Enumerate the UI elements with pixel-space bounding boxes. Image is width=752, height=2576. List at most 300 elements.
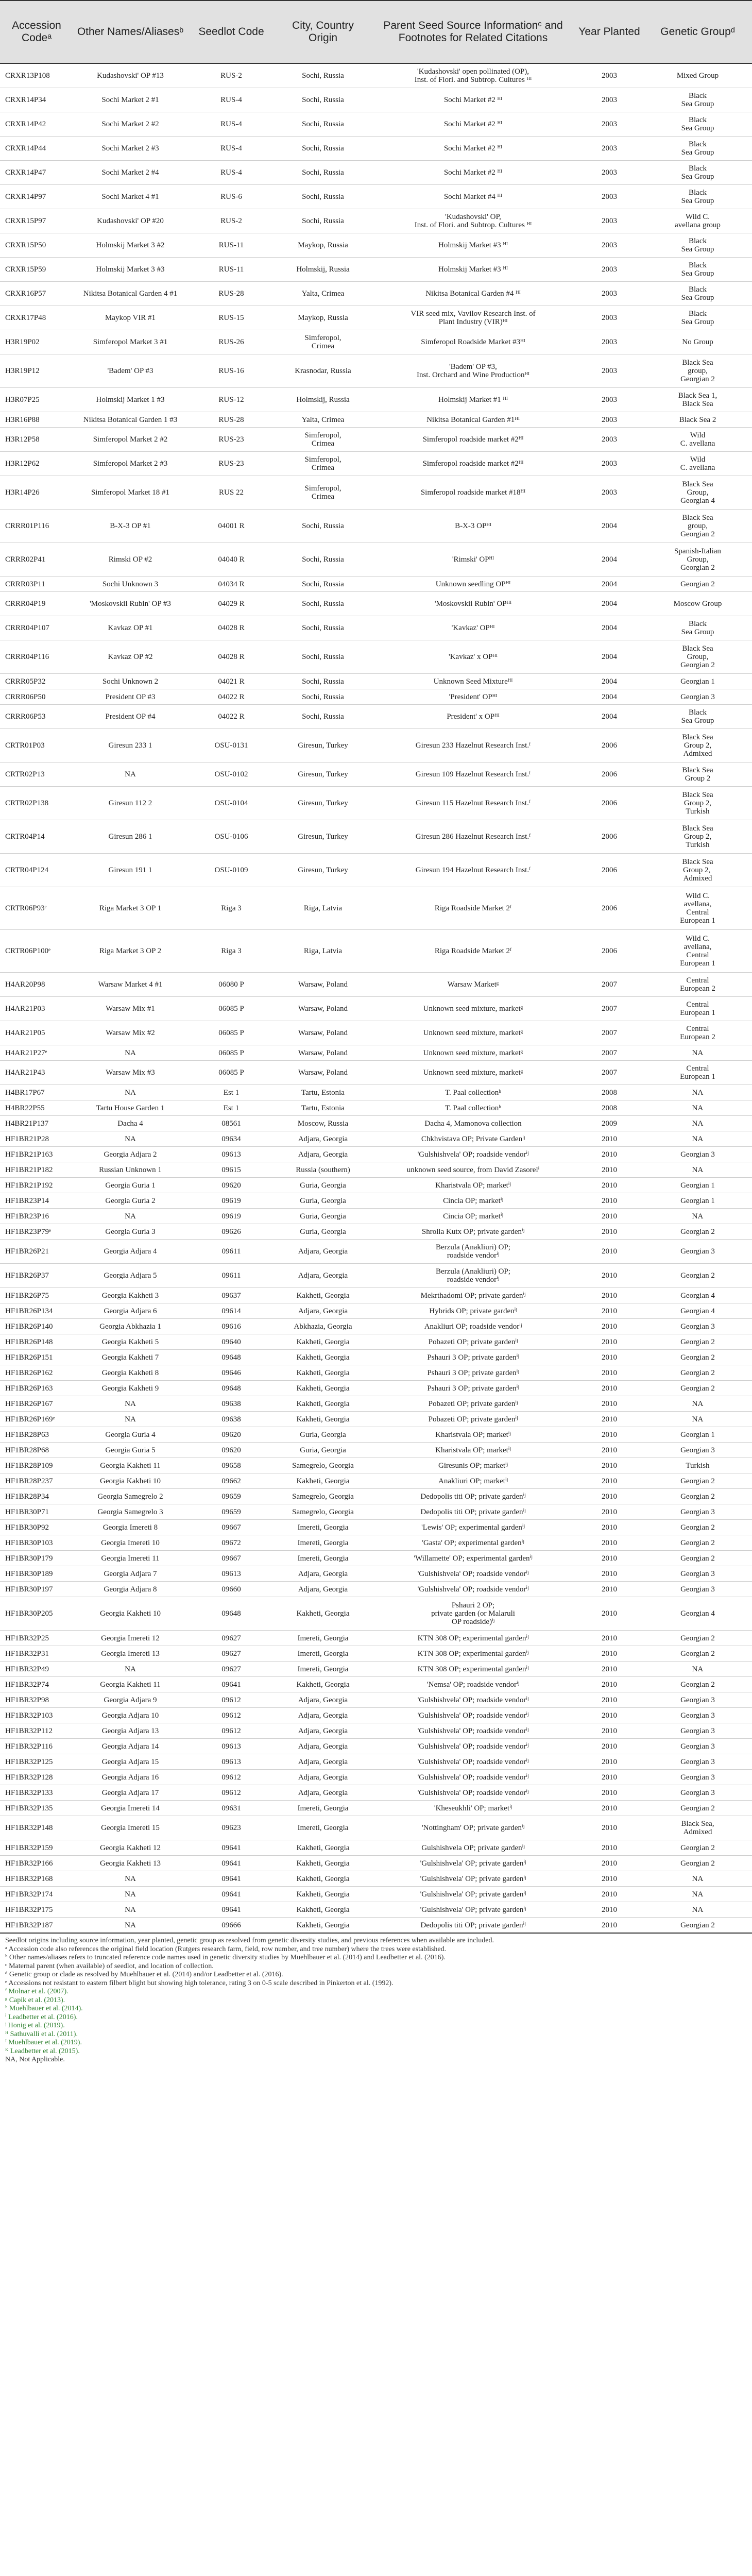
city-origin-cell: Moscow, Russia <box>275 1116 371 1131</box>
accession-code-cell: H4AR21P27ᵉ <box>0 1045 73 1061</box>
header-genetic-group: Genetic Groupᵈ <box>643 1 752 63</box>
other-names-cell: Georgia Guria 5 <box>73 1443 187 1458</box>
other-names-cell: Giresun 191 1 <box>73 854 187 887</box>
parent-seed-source-cell: 'Kavkaz' x OPᴴᴵ <box>371 640 575 674</box>
accession-code-cell: HF1BR26P75 <box>0 1288 73 1303</box>
year-planted-cell: 2003 <box>575 354 643 388</box>
other-names-cell: 'Moskovskii Rubin' OP #3 <box>73 592 187 616</box>
city-origin-cell: Kakheti, Georgia <box>275 1396 371 1412</box>
other-names-cell: NA <box>73 1396 187 1412</box>
city-origin-cell: Holmskij, Russia <box>275 258 371 282</box>
city-origin-cell: Kakheti, Georgia <box>275 1677 371 1692</box>
city-origin-cell: Giresun, Turkey <box>275 787 371 820</box>
seedlot-code-cell: 04001 R <box>187 510 275 543</box>
accession-code-cell: H4BR21P137 <box>0 1116 73 1131</box>
parent-seed-source-cell: KTN 308 OP; experimental gardenⁱʲ <box>371 1631 575 1646</box>
city-origin-cell: Imereti, Georgia <box>275 1816 371 1840</box>
other-names-cell: Nikitsa Botanical Garden 1 #3 <box>73 412 187 428</box>
city-origin-cell: Imereti, Georgia <box>275 1631 371 1646</box>
table-row <box>0 1840 752 1856</box>
genetic-group-cell: Georgian 2 <box>643 1264 752 1288</box>
parent-seed-source-cell: Holmskij Market #3 ᴴᴵ <box>371 233 575 258</box>
city-origin-cell: Sochi, Russia <box>275 185 371 209</box>
other-names-cell: Kavkaz OP #2 <box>73 640 187 674</box>
seedlot-code-cell: 09658 <box>187 1458 275 1473</box>
table-row <box>0 689 752 705</box>
genetic-group-cell: Central European 2 <box>643 973 752 997</box>
city-origin-cell: Imereti, Georgia <box>275 1520 371 1535</box>
year-planted-cell: 2003 <box>575 282 643 306</box>
city-origin-cell: Adjara, Georgia <box>275 1147 371 1162</box>
other-names-cell: President OP #4 <box>73 705 187 729</box>
accession-code-cell: HF1BR26P163 <box>0 1381 73 1396</box>
header-other-names: Other Names/Aliasesᵇ <box>73 1 187 63</box>
genetic-group-cell: NA <box>643 1871 752 1887</box>
parent-seed-source-cell: Mekrthadomi OP; private gardenⁱʲ <box>371 1288 575 1303</box>
parent-seed-source-cell: Cincia OP; marketⁱʲ <box>371 1209 575 1224</box>
genetic-group-cell: Wild C. avellana <box>643 452 752 476</box>
seedlot-code-cell: 04029 R <box>187 592 275 616</box>
table-row <box>0 1085 752 1100</box>
table-row <box>0 1535 752 1551</box>
genetic-group-cell: Black Sea Group 2, ⁠⁠ Admixed <box>643 854 752 887</box>
city-origin-cell: Abkhazia, Georgia <box>275 1319 371 1334</box>
table-row <box>0 1319 752 1334</box>
genetic-group-cell: Georgian 1 <box>643 1193 752 1209</box>
parent-seed-source-cell: KTN 308 OP; experimental gardenⁱʲ <box>371 1662 575 1677</box>
genetic-group-cell: Georgian 2 <box>643 1489 752 1504</box>
city-origin-cell: Adjara, Georgia <box>275 1723 371 1739</box>
other-names-cell: Georgia Kakheti 11 <box>73 1677 187 1692</box>
city-origin-cell: Sochi, Russia <box>275 137 371 161</box>
accession-code-cell: HF1BR30P103 <box>0 1535 73 1551</box>
other-names-cell: Kudashovski' OP #20 <box>73 209 187 233</box>
table-row <box>0 1381 752 1396</box>
city-origin-cell: Sochi, Russia <box>275 63 371 88</box>
accession-code-cell: H3R19P02 <box>0 330 73 354</box>
accession-code-cell: HF1BR26P134 <box>0 1303 73 1319</box>
parent-seed-source-cell: Giresun 194 Hazelnut Research Inst.ᶠ <box>371 854 575 887</box>
seedlot-code-cell: 09641 <box>187 1871 275 1887</box>
other-names-cell: Georgia Imereti 13 <box>73 1646 187 1662</box>
table-row <box>0 1412 752 1427</box>
genetic-group-cell: NA <box>643 1116 752 1131</box>
parent-seed-source-cell: Simferopol Roadside Market #3ᴴᴵ <box>371 330 575 354</box>
genetic-group-cell: Georgian 2 <box>643 1224 752 1240</box>
table-row <box>0 973 752 997</box>
seedlot-code-cell: 09613 <box>187 1754 275 1770</box>
other-names-cell: Sochi Market 2 #2 <box>73 112 187 137</box>
seedlot-code-cell: OSU-0⁠106 <box>187 820 275 854</box>
accession-code-cell: HF1BR28P34 <box>0 1489 73 1504</box>
accession-code-cell: CRRR04P116 <box>0 640 73 674</box>
city-origin-cell: Giresun, Turkey <box>275 729 371 762</box>
table-footnotes <box>0 1934 752 2064</box>
parent-seed-source-cell: Kharistvala OP; marketⁱʲ <box>371 1427 575 1443</box>
year-planted-cell: 2010 <box>575 1381 643 1396</box>
footnote: ʲ Honig et al. (2019). <box>5 2022 65 2029</box>
seedlot-code-cell: 09612 <box>187 1770 275 1785</box>
seedlot-code-cell: 09648 <box>187 1381 275 1396</box>
city-origin-cell: Simferopol, Crimea <box>275 452 371 476</box>
other-names-cell: Sochi Market 2 #4 <box>73 161 187 185</box>
accession-code-cell: HF1BR32P133 <box>0 1785 73 1801</box>
year-planted-cell: 2006 <box>575 762 643 787</box>
parent-seed-source-cell: KTN 308 OP; experimental gardenⁱʲ <box>371 1646 575 1662</box>
accession-code-cell: HF1BR32P159 <box>0 1840 73 1856</box>
other-names-cell: Kavkaz OP #1 <box>73 616 187 640</box>
parent-seed-source-cell: B-X-3 OPᴴᴵ <box>371 510 575 543</box>
parent-seed-source-cell: Giresun 286 Hazelnut Research Inst.ᶠ <box>371 820 575 854</box>
other-names-cell: Georgia Kakheti 8 <box>73 1365 187 1381</box>
table-row <box>0 1631 752 1646</box>
city-origin-cell: Maykop, Russia <box>275 233 371 258</box>
city-origin-cell: Guria, Georgia <box>275 1193 371 1209</box>
other-names-cell: Georgia Adjara 10 <box>73 1708 187 1723</box>
table-row <box>0 543 752 577</box>
other-names-cell: Georgia Kakheti 5 <box>73 1334 187 1350</box>
genetic-group-cell: Black Sea Group <box>643 258 752 282</box>
table-row <box>0 1816 752 1840</box>
seedlot-code-cell: Riga 3 <box>187 887 275 930</box>
year-planted-cell: 2006 <box>575 854 643 887</box>
genetic-group-cell: Black Sea Group, Georgian 4 <box>643 476 752 510</box>
year-planted-cell: 2004 <box>575 577 643 592</box>
year-planted-cell: 2010 <box>575 1264 643 1288</box>
other-names-cell: Georgia Imereti 15 <box>73 1816 187 1840</box>
parent-seed-source-cell: Chkhvistava OP; Private Gardenⁱʲ <box>371 1131 575 1147</box>
accession-code-cell: HF1BR32P25 <box>0 1631 73 1646</box>
genetic-group-cell: Black Sea Group <box>643 112 752 137</box>
accession-code-cell: CRRR03P11 <box>0 577 73 592</box>
genetic-group-cell: Georgian 2 <box>643 1677 752 1692</box>
city-origin-cell: Imereti, Georgia <box>275 1801 371 1816</box>
parent-seed-source-cell: Sochi Market #2 ᴴᴵ <box>371 112 575 137</box>
year-planted-cell: 2008 <box>575 1100 643 1116</box>
genetic-group-cell: Georgian 4 <box>643 1288 752 1303</box>
seedlot-code-cell: 09620 <box>187 1178 275 1193</box>
seedlot-code-cell: 09641 <box>187 1840 275 1856</box>
footnote: ʰ Muehlbauer et al. (2014). <box>5 2005 83 2012</box>
other-names-cell: Sochi Unknown 3 <box>73 577 187 592</box>
table-row <box>0 233 752 258</box>
table-row <box>0 1785 752 1801</box>
parent-seed-source-cell: Pobazeti OP; private gardenⁱʲ <box>371 1412 575 1427</box>
table-row <box>0 209 752 233</box>
footnote: NA, Not Applicable. <box>5 2056 65 2063</box>
genetic-group-cell: Central European 1 <box>643 997 752 1021</box>
accession-code-cell: H4BR22P55 <box>0 1100 73 1116</box>
footnote: ᴴ Sathuvalli et al. (2011). <box>5 2030 78 2038</box>
accession-code-cell: CRTR04P14 <box>0 820 73 854</box>
year-planted-cell: 2003 <box>575 112 643 137</box>
table-row <box>0 330 752 354</box>
accession-code-cell: CRRR01P116 <box>0 510 73 543</box>
other-names-cell: Riga Market 3 OP 1 <box>73 887 187 930</box>
parent-seed-source-cell: 'Lewis' OP; experimental gardenⁱʲ <box>371 1520 575 1535</box>
city-origin-cell: Imereti, Georgia <box>275 1646 371 1662</box>
year-planted-cell: 2007 <box>575 1045 643 1061</box>
header-parent-seed-source: Parent Seed Source Informationᶜ and Footnotes for Related Citations <box>371 1 575 63</box>
accession-code-cell: CRXR14P97 <box>0 185 73 209</box>
city-origin-cell: Adjara, Georgia <box>275 1264 371 1288</box>
table-row <box>0 729 752 762</box>
table-row <box>0 1489 752 1504</box>
table-row <box>0 1770 752 1785</box>
seedlot-code-cell: RUS-16 <box>187 354 275 388</box>
table-row <box>0 1131 752 1147</box>
seedlot-code-cell: 09614 <box>187 1303 275 1319</box>
accession-code-cell: HF1BR21P163 <box>0 1147 73 1162</box>
genetic-group-cell: Black Sea group, Georgian 2 <box>643 354 752 388</box>
table-row <box>0 1209 752 1224</box>
accession-code-cell: HF1BR32P166 <box>0 1856 73 1871</box>
other-names-cell: Warsaw Mix #3 <box>73 1061 187 1085</box>
footnote: ᵇ Other names/aliases refers to truncated reference code names used in genetic diversity studies by Muehlbauer et al. (2014) and Leadbetter et al. (2016). <box>5 1954 446 1961</box>
seedlot-code-cell: RUS-11 <box>187 233 275 258</box>
table-row <box>0 258 752 282</box>
accession-code-cell: H3R16P88 <box>0 412 73 428</box>
accession-code-cell: HF1BR32P128 <box>0 1770 73 1785</box>
table-row <box>0 1147 752 1162</box>
accession-code-cell: HF1BR26P140 <box>0 1319 73 1334</box>
accession-code-cell: H3R07P25 <box>0 388 73 412</box>
seedlot-code-cell: 09612 <box>187 1708 275 1723</box>
parent-seed-source-cell: Pshauri 3 OP; private gardenⁱʲ <box>371 1365 575 1381</box>
city-origin-cell: Adjara, Georgia <box>275 1708 371 1723</box>
genetic-group-cell: Central European 1 <box>643 1061 752 1085</box>
year-planted-cell: 2006 <box>575 729 643 762</box>
city-origin-cell: Adjara, Georgia <box>275 1566 371 1582</box>
genetic-group-cell: Black Sea Group <box>643 88 752 112</box>
year-planted-cell: 2010 <box>575 1240 643 1264</box>
genetic-group-cell: Black Sea Group 2, Turkish <box>643 820 752 854</box>
accession-code-cell: HF1BR32P168 <box>0 1871 73 1887</box>
seedlot-code-cell: 06085 P <box>187 1045 275 1061</box>
accession-code-cell: HF1BR30P92 <box>0 1520 73 1535</box>
city-origin-cell: Adjara, Georgia <box>275 1131 371 1147</box>
other-names-cell: Georgia Guria 4 <box>73 1427 187 1443</box>
accession-code-cell: HF1BR28P237 <box>0 1473 73 1489</box>
genetic-group-cell: Black Sea Group <box>643 185 752 209</box>
year-planted-cell: 2004 <box>575 592 643 616</box>
table-row <box>0 705 752 729</box>
table-row <box>0 820 752 854</box>
seedlot-code-cell: 06085 P <box>187 1061 275 1085</box>
header-city-origin: City, Country Origin <box>275 1 371 63</box>
other-names-cell: Georgia Adjara 5 <box>73 1264 187 1288</box>
other-names-cell: NA <box>73 1209 187 1224</box>
table-row <box>0 354 752 388</box>
year-planted-cell: 2004 <box>575 674 643 689</box>
genetic-group-cell: Georgian 3 <box>643 1708 752 1723</box>
year-planted-cell: 2006 <box>575 930 643 973</box>
seedlot-code-cell: 09641 <box>187 1887 275 1902</box>
year-planted-cell: 2007 <box>575 1061 643 1085</box>
city-origin-cell: Sochi, Russia <box>275 510 371 543</box>
accession-code-cell: CRTR06P93ᵉ <box>0 887 73 930</box>
seedlot-code-cell: 09613 <box>187 1147 275 1162</box>
accession-code-cell: HF1BR21P192 <box>0 1178 73 1193</box>
other-names-cell: Georgia Adjara 9 <box>73 1692 187 1708</box>
year-planted-cell: 2010 <box>575 1662 643 1677</box>
accession-code-cell: HF1BR30P205 <box>0 1597 73 1631</box>
other-names-cell: Kudashovski' OP #13 <box>73 63 187 88</box>
other-names-cell: NA <box>73 1918 187 1934</box>
footnote: Seedlot origins including source information, year planted, genetic group as resolved from genetic diversity studies, and previous references when available are included. <box>5 1937 494 1944</box>
city-origin-cell: Adjara, Georgia <box>275 1739 371 1754</box>
parent-seed-source-cell: 'Nemsa' OP; roadside vendorⁱʲ <box>371 1677 575 1692</box>
year-planted-cell: 2010 <box>575 1209 643 1224</box>
other-names-cell: Sochi Unknown 2 <box>73 674 187 689</box>
genetic-group-cell: Georgian 2 <box>643 577 752 592</box>
city-origin-cell: Simferopol, Crimea <box>275 476 371 510</box>
year-planted-cell: 2010 <box>575 1504 643 1520</box>
seedlot-code-cell: 09659 <box>187 1489 275 1504</box>
table-row <box>0 137 752 161</box>
other-names-cell: NA <box>73 1045 187 1061</box>
other-names-cell: Russian Unknown 1 <box>73 1162 187 1178</box>
table-row <box>0 1887 752 1902</box>
city-origin-cell: Guria, Georgia <box>275 1427 371 1443</box>
genetic-group-cell: No Group <box>643 330 752 354</box>
seedlot-code-cell: 09623 <box>187 1816 275 1840</box>
year-planted-cell: 2010 <box>575 1350 643 1365</box>
accession-code-cell: CRTR02P13 <box>0 762 73 787</box>
genetic-group-cell: NA <box>643 1131 752 1147</box>
parent-seed-source-cell: Warsaw Marketᵍ <box>371 973 575 997</box>
genetic-group-cell: Georgian 2 <box>643 1631 752 1646</box>
genetic-group-cell: Georgian 2 <box>643 1840 752 1856</box>
year-planted-cell: 2010 <box>575 1303 643 1319</box>
seedlot-code-cell: 06085 P <box>187 1021 275 1045</box>
table-row <box>0 1178 752 1193</box>
table-row <box>0 306 752 330</box>
genetic-group-cell: Georgian 3 <box>643 1785 752 1801</box>
other-names-cell: Georgia Adjara 17 <box>73 1785 187 1801</box>
parent-seed-source-cell: Nikitsa Botanical Garden #4 ᴴᴵ <box>371 282 575 306</box>
table-row <box>0 1264 752 1288</box>
parent-seed-source-cell: 'Badem' OP #3, Inst. Orchard and Wine Productionᴴᴵ <box>371 354 575 388</box>
parent-seed-source-cell: Sochi Market #2 ᴴᴵ <box>371 88 575 112</box>
seedlot-code-cell: Est 1 <box>187 1085 275 1100</box>
parent-seed-source-cell: Gulshishvela OP; private gardenⁱʲ <box>371 1840 575 1856</box>
parent-seed-source-cell: Nikitsa Botanical Garden #1ᴴᴵ <box>371 412 575 428</box>
genetic-group-cell: NA <box>643 1085 752 1100</box>
parent-seed-source-cell: Cincia OP; marketⁱʲ <box>371 1193 575 1209</box>
accession-code-cell: HF1BR30P197 <box>0 1582 73 1597</box>
year-planted-cell: 2010 <box>575 1801 643 1816</box>
genetic-group-cell: Black Sea Group 2, Admixed <box>643 729 752 762</box>
table-row <box>0 1100 752 1116</box>
accession-code-cell: CRRR06P53 <box>0 705 73 729</box>
parent-seed-source-cell: Unknown seed mixture, marketᵍ <box>371 1061 575 1085</box>
table-row <box>0 762 752 787</box>
genetic-group-cell: Black Sea Group <box>643 137 752 161</box>
year-planted-cell: 2003 <box>575 306 643 330</box>
seedlot-code-cell: 09638 <box>187 1396 275 1412</box>
parent-seed-source-cell: Unknown seed mixture, marketᵍ <box>371 1021 575 1045</box>
city-origin-cell: Adjara, Georgia <box>275 1754 371 1770</box>
other-names-cell: Georgia Kakheti 11 <box>73 1458 187 1473</box>
other-names-cell: Georgia Adjara 14 <box>73 1739 187 1754</box>
table-row <box>0 282 752 306</box>
seedlot-code-cell: 09667 <box>187 1520 275 1535</box>
accession-code-cell: CRXR17P48 <box>0 306 73 330</box>
parent-seed-source-cell: 'Gulshishvela' OP; roadside vendorⁱʲ <box>371 1692 575 1708</box>
seedlot-code-cell: 09648 <box>187 1597 275 1631</box>
table-row <box>0 161 752 185</box>
parent-seed-source-cell: Giresun 109 Hazelnut Research Inst.ᶠ <box>371 762 575 787</box>
genetic-group-cell: Georgian 3 <box>643 1754 752 1770</box>
table-row <box>0 592 752 616</box>
accession-code-cell: HF1BR32P148 <box>0 1816 73 1840</box>
year-planted-cell: 2010 <box>575 1473 643 1489</box>
year-planted-cell: 2003 <box>575 185 643 209</box>
seedlot-code-cell: 09648 <box>187 1350 275 1365</box>
seedlot-code-cell: 09619 <box>187 1193 275 1209</box>
footnote: ᵃ Accession code also references the original field location (Rutgers research farm, field, row number, and tree number) where the trees were established. <box>5 1945 447 1953</box>
table-row <box>0 1871 752 1887</box>
footnote: ᶜ Maternal parent (when available) of seedlot, and location of collection. <box>5 1962 214 1970</box>
genetic-group-cell: Black Sea Group <box>643 282 752 306</box>
parent-seed-source-cell: 'Gulshishvela' OP; private gardenⁱʲ <box>371 1902 575 1918</box>
accession-code-cell: CRRR04P19 <box>0 592 73 616</box>
city-origin-cell: Sochi, Russia <box>275 616 371 640</box>
genetic-group-cell: Georgian 2 <box>643 1381 752 1396</box>
parent-seed-source-cell: Simferopol roadside market #18ᴴᴵ <box>371 476 575 510</box>
genetic-group-cell: Georgian 2 <box>643 1646 752 1662</box>
parent-seed-source-cell: Berzula (Anakliuri) OP; roadside vendorⁱʲ <box>371 1240 575 1264</box>
genetic-group-cell: Moscow Group <box>643 592 752 616</box>
parent-seed-source-cell: 'Kudashovski' open pollinated (OP), Inst. of Flori. and Subtrop. Cultures ᴴᴵ <box>371 63 575 88</box>
seedlot-code-cell: RUS-4 <box>187 112 275 137</box>
seedlot-code-cell: 04034 R <box>187 577 275 592</box>
genetic-group-cell: Georgian 2 <box>643 1535 752 1551</box>
city-origin-cell: Kakheti, Georgia <box>275 1918 371 1934</box>
genetic-group-cell: Turkish <box>643 1458 752 1473</box>
year-planted-cell: 2010 <box>575 1597 643 1631</box>
other-names-cell: Riga Market 3 OP 2 <box>73 930 187 973</box>
year-planted-cell: 2010 <box>575 1646 643 1662</box>
parent-seed-source-cell: Holmskij Market #3 ᴴᴵ <box>371 258 575 282</box>
table-row <box>0 577 752 592</box>
parent-seed-source-cell: 'Kavkaz' OPᴴᴵ <box>371 616 575 640</box>
parent-seed-source-cell: Giresun 115 Hazelnut Research Inst.ᶠ <box>371 787 575 820</box>
year-planted-cell: 2010 <box>575 1224 643 1240</box>
seedlot-code-cell: RUS-28 <box>187 282 275 306</box>
accession-code-cell: H3R12P62 <box>0 452 73 476</box>
year-planted-cell: 2007 <box>575 997 643 1021</box>
parent-seed-source-cell: Kharistvala OP; marketⁱʲ <box>371 1443 575 1458</box>
other-names-cell: Giresun 286 1 <box>73 820 187 854</box>
genetic-group-cell: Georgian 2 <box>643 1334 752 1350</box>
genetic-group-cell: Georgian 2 <box>643 1365 752 1381</box>
seedlot-code-cell: 09612 <box>187 1692 275 1708</box>
seedlot-code-cell: 09641 <box>187 1902 275 1918</box>
table-row <box>0 887 752 930</box>
genetic-group-cell: Wild C. avellana, Central European 1 <box>643 887 752 930</box>
year-planted-cell: 2010 <box>575 1412 643 1427</box>
other-names-cell: Georgia Kakheti 3 <box>73 1288 187 1303</box>
year-planted-cell: 2010 <box>575 1770 643 1785</box>
year-planted-cell: 2003 <box>575 88 643 112</box>
city-origin-cell: Kakheti, Georgia <box>275 1381 371 1396</box>
year-planted-cell: 2010 <box>575 1566 643 1582</box>
year-planted-cell: 2004 <box>575 510 643 543</box>
year-planted-cell: 2010 <box>575 1458 643 1473</box>
table-row <box>0 1473 752 1489</box>
